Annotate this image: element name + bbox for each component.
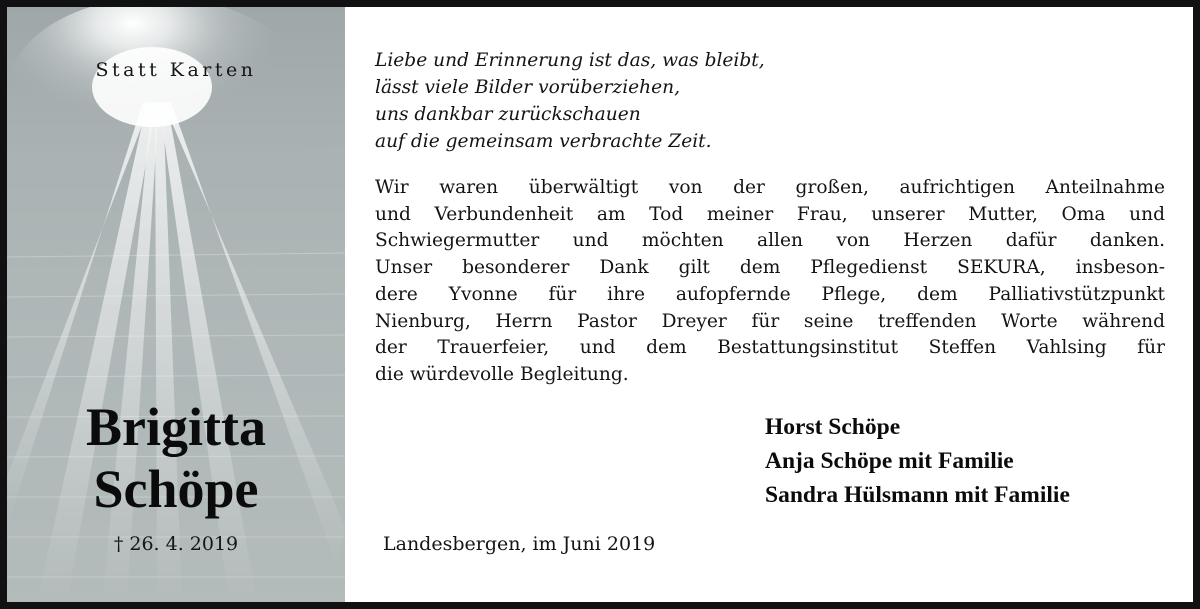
message-line: Unser besonderer Dank gilt dem Pflegedienst SEKURA, insbeson- [375, 257, 1165, 279]
message-line: Wir waren überwältigt von der großen, aufrichtigen Anteilnahme [375, 177, 1165, 198]
poem [375, 47, 1165, 155]
message-line: der Trauerfeier, und dem Bestattungsinstitut Steffen Vahlsing für [375, 337, 1165, 359]
thank-you-message [375, 175, 1165, 389]
deceased-last-name: Schöpe [93, 459, 259, 519]
poem-line: lässt viele Bilder vorüberziehen, [375, 77, 681, 98]
death-date: † 26. 4. 2019 [113, 533, 239, 555]
message-line: die würdevolle Begleitung. [375, 363, 629, 385]
deceased-first-name: Brigitta [86, 397, 266, 457]
header-statt-karten: Statt Karten [95, 59, 257, 81]
message-line: Schwiegermutter und möchten allen von Herzen dafür danken. [375, 230, 1165, 252]
poem-line: auf die gemeinsam verbrachte Zeit. [375, 131, 712, 152]
poem-line: Liebe und Erinnerung ist das, was bleibt, [375, 50, 765, 71]
message-line: Nienburg, Herrn Pastor Dreyer für seine treffenden Worte während [375, 310, 1165, 332]
message-line: dere Yvonne für ihre aufopfernde Pflege, dem Palliativstützpunkt [375, 283, 1165, 305]
poem-line: uns dankbar zurückschauen [375, 104, 641, 125]
signers [765, 410, 1070, 512]
signer-name: Horst Schöpe [765, 414, 901, 440]
signer-name: Anja Schöpe mit Familie [765, 448, 1014, 474]
photo-panel [7, 7, 345, 602]
message-line: und Verbundenheit am Tod meiner Frau, unserer Mutter, Oma und [375, 203, 1165, 225]
place-and-date: Landesbergen, im Juni 2019 [383, 533, 656, 555]
signer-name: Sandra Hülsmann mit Familie [765, 482, 1070, 508]
text-panel [375, 47, 1165, 389]
